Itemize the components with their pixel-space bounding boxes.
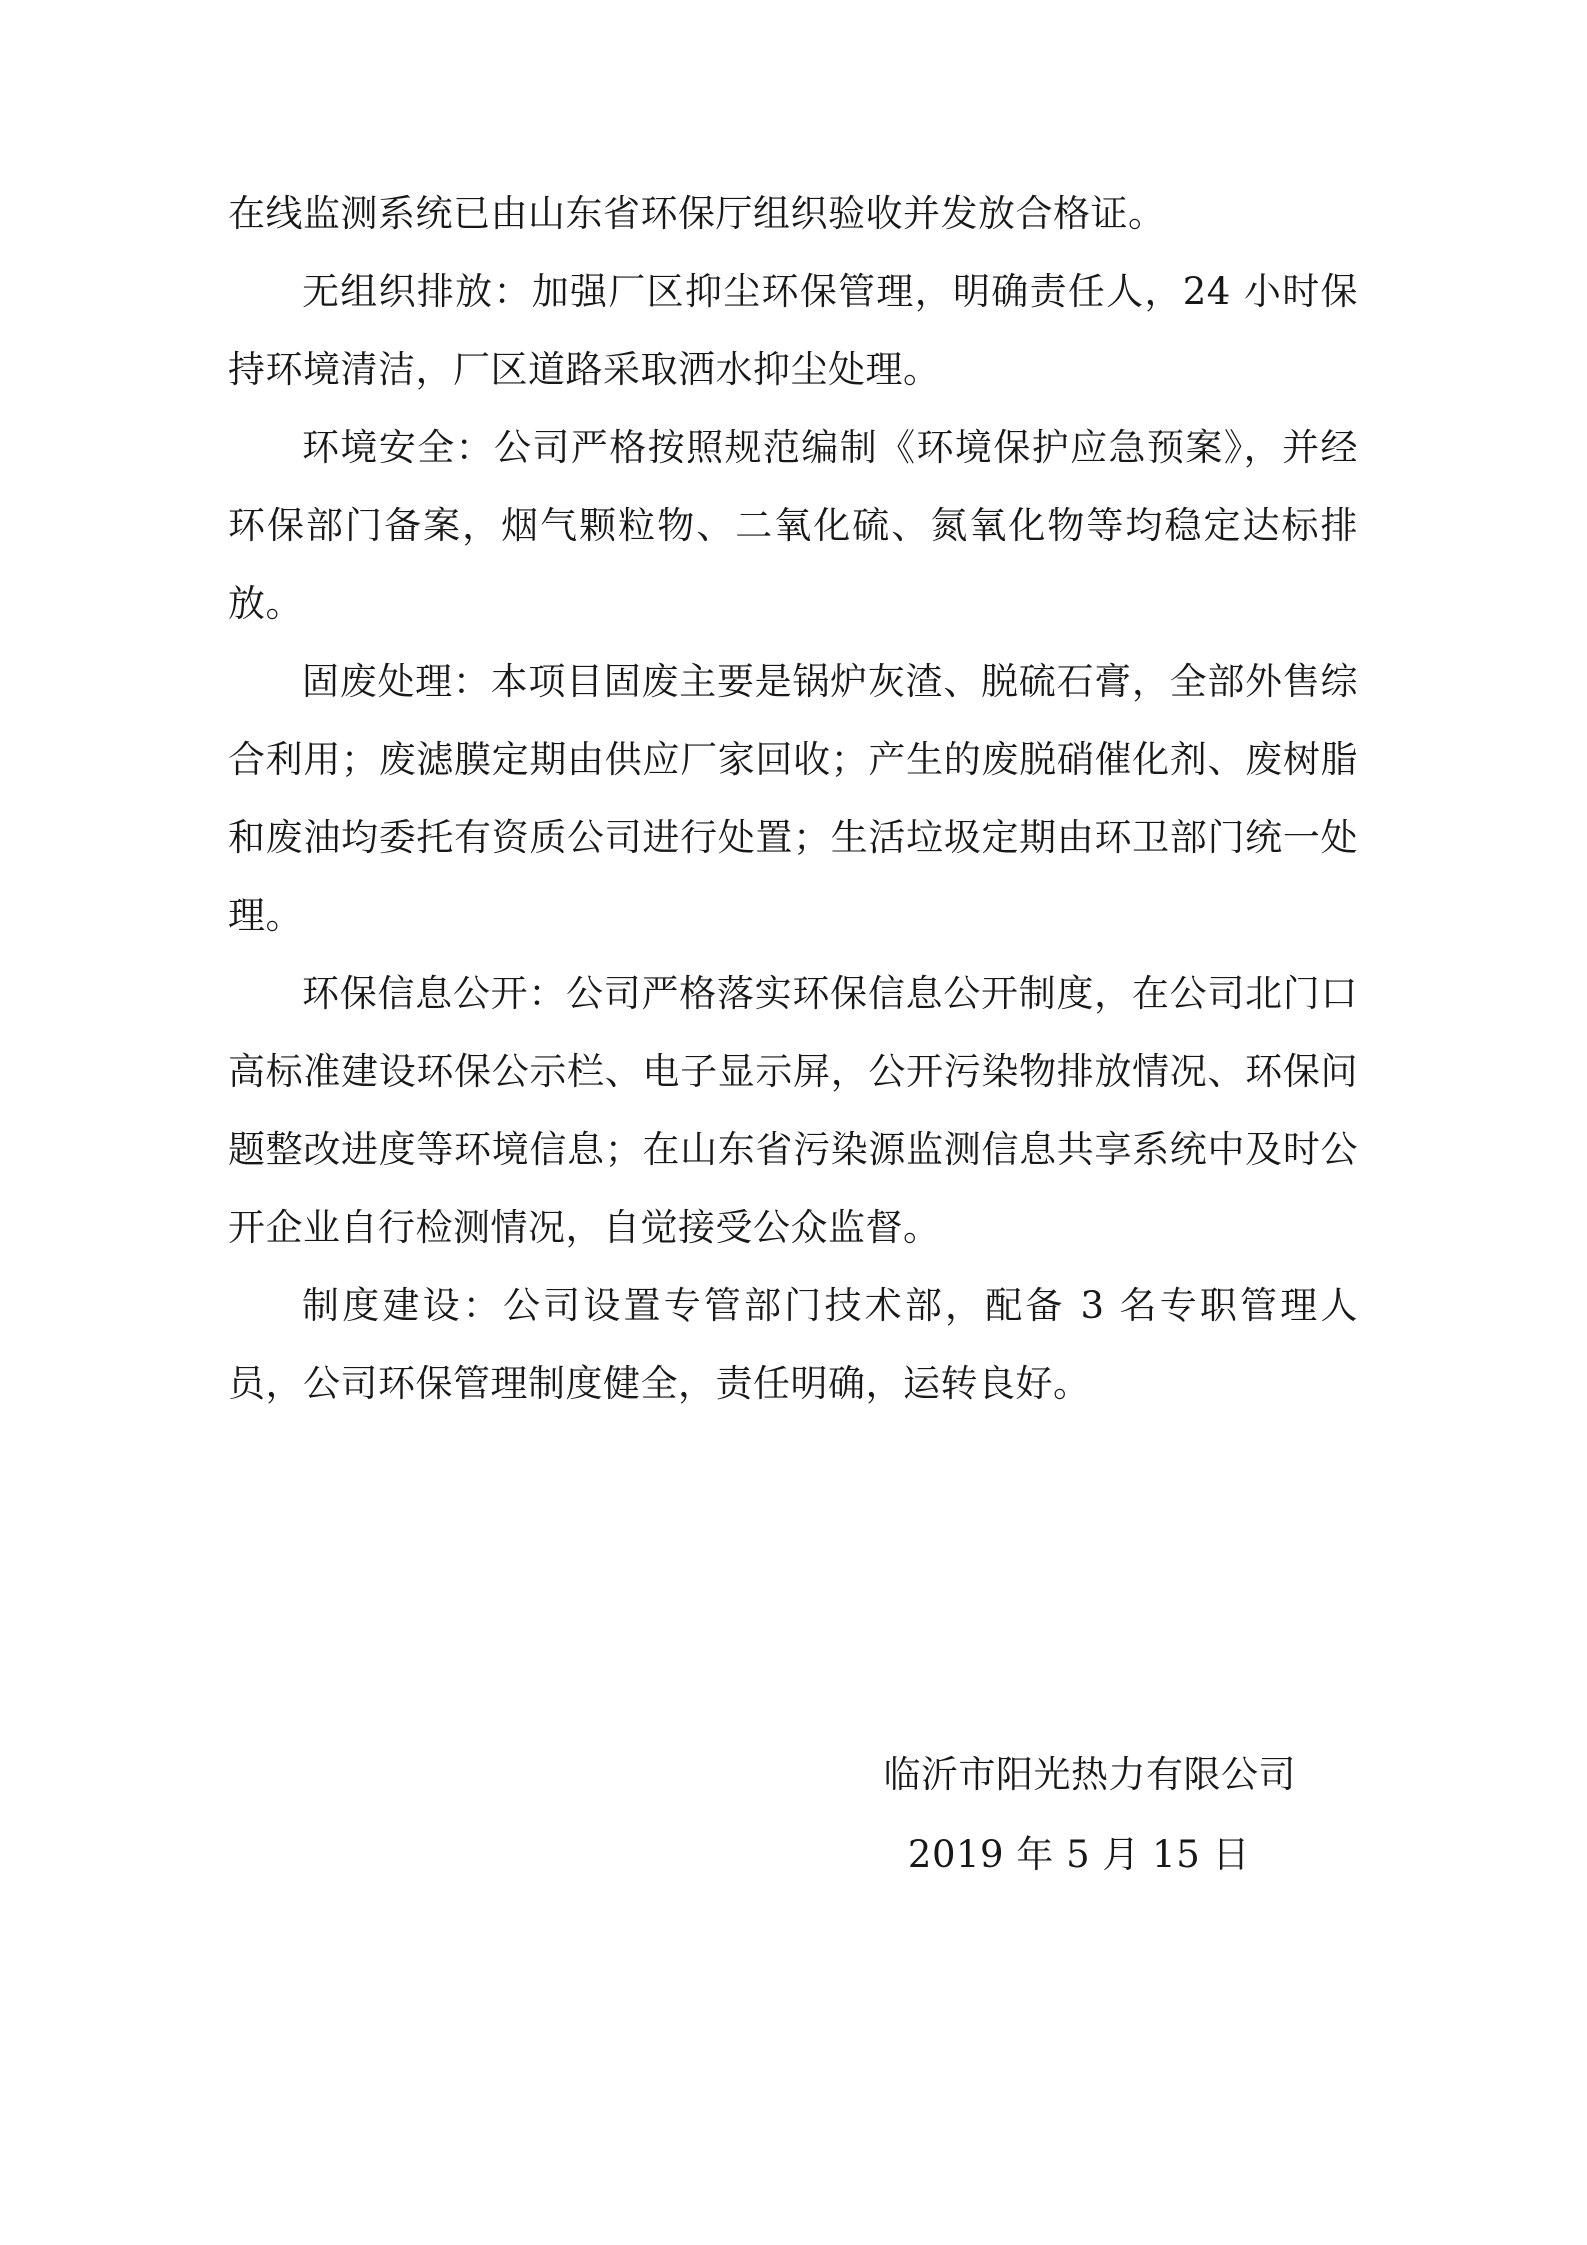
paragraph-environmental-safety: 环境安全：公司严格按照规范编制《环境保护应急预案》，并经环保部门备案，烟气颗粒物、二氧化硫、氮氧化物等均稳定达标排放。 — [228, 426, 1358, 625]
paragraph-system-construction: 制度建设：公司设置专管部门技术部，配备 3 名专职管理人员，公司环保管理制度健全，责任明确，运转良好。 — [228, 1284, 1358, 1405]
document-body — [228, 175, 1358, 1423]
signature-date: 2019 年 5 月 15 日 — [907, 1833, 1250, 1876]
paragraph-solid-waste-treatment: 固废处理：本项目固废主要是锅炉灰渣、脱硫石膏，全部外售综合利用；废滤膜定期由供应厂家回收；产生的废脱硝催化剂、废树脂和废油均委托有资质公司进行处置；生活垃圾定期由环卫部门统一处理。 — [228, 660, 1358, 937]
paragraph-environmental-disclosure: 环保信息公开：公司严格落实环保信息公开制度，在公司北门口高标准建设环保公示栏、电子显示屏，公开污染物排放情况、环保问题整改进度等环境信息；在山东省污染源监测信息共享系统中及时公开企业自行检测情况，自觉接受公众监督。 — [228, 972, 1358, 1249]
paragraph-fugitive-emissions: 无组织排放：加强厂区抑尘环保管理，明确责任人，24 小时保持环境清洁，厂区道路采取洒水抑尘处理。 — [228, 270, 1358, 391]
signature-block — [228, 1735, 1358, 1895]
signature-company: 临沂市阳光热力有限公司 — [883, 1753, 1296, 1796]
paragraph-online-monitoring: 在线监测系统已由山东省环保厅组织验收并发放合格证。 — [228, 192, 1166, 235]
